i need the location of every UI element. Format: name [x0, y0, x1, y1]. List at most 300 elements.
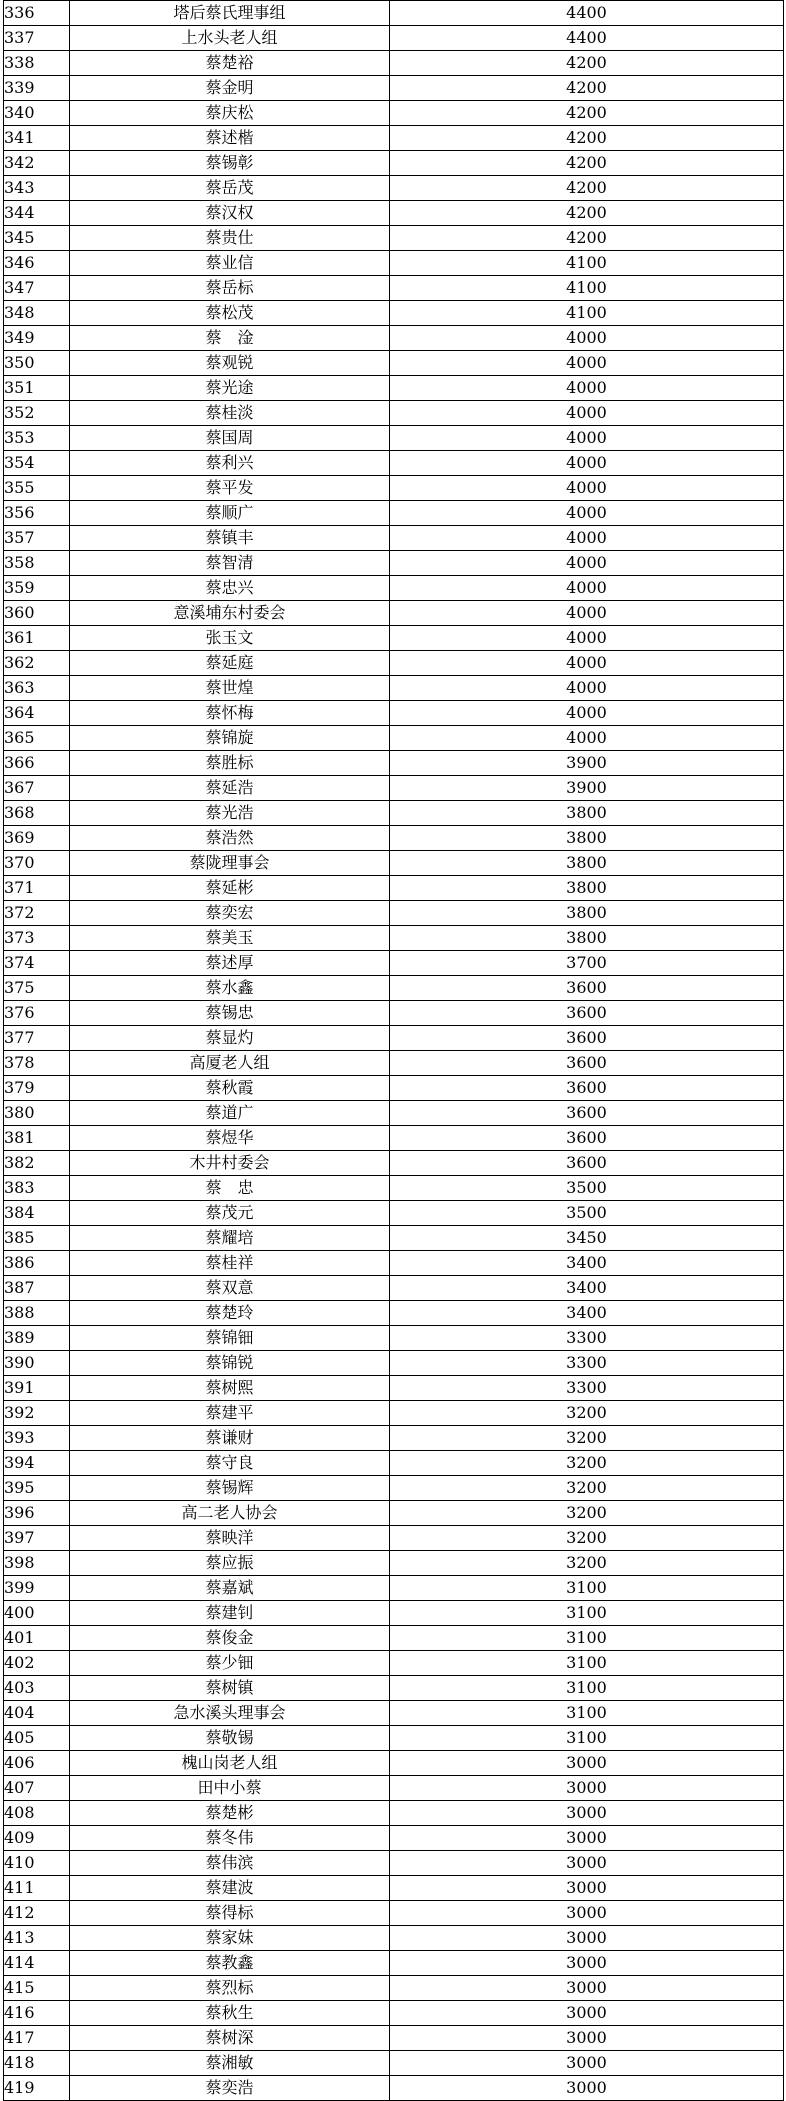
donor-name-cell: 蔡 忠 [70, 1176, 390, 1201]
amount-cell: 3600 [390, 1051, 784, 1076]
row-number-cell: 373 [4, 926, 70, 951]
amount-cell: 3000 [390, 1951, 784, 1976]
table-row [4, 226, 784, 251]
amount-cell: 4000 [390, 401, 784, 426]
row-number-cell: 397 [4, 1526, 70, 1551]
donor-name-cell: 蔡楚玲 [70, 1301, 390, 1326]
amount-cell: 4000 [390, 376, 784, 401]
amount-cell: 4200 [390, 126, 784, 151]
donor-name-cell: 蔡伟滨 [70, 1851, 390, 1876]
table-row [4, 2051, 784, 2076]
amount-cell: 4200 [390, 151, 784, 176]
donor-name-cell: 蔡锦旋 [70, 726, 390, 751]
table-row [4, 476, 784, 501]
table-row [4, 1676, 784, 1701]
amount-cell: 3200 [390, 1401, 784, 1426]
row-number-cell: 360 [4, 601, 70, 626]
row-number-cell: 352 [4, 401, 70, 426]
donor-name-cell: 蔡奕宏 [70, 901, 390, 926]
row-number-cell: 384 [4, 1201, 70, 1226]
row-number-cell: 385 [4, 1226, 70, 1251]
table-row [4, 1901, 784, 1926]
table-row [4, 1826, 784, 1851]
amount-cell: 4000 [390, 651, 784, 676]
donor-name-cell: 蔡国周 [70, 426, 390, 451]
donor-name-cell: 蔡胜标 [70, 751, 390, 776]
table-row [4, 876, 784, 901]
row-number-cell: 398 [4, 1551, 70, 1576]
amount-cell: 4200 [390, 176, 784, 201]
row-number-cell: 394 [4, 1451, 70, 1476]
amount-cell: 4000 [390, 701, 784, 726]
row-number-cell: 380 [4, 1101, 70, 1126]
table-row [4, 1601, 784, 1626]
row-number-cell: 378 [4, 1051, 70, 1076]
donor-name-cell: 蔡树熙 [70, 1376, 390, 1401]
amount-cell: 3600 [390, 1076, 784, 1101]
donor-name-cell: 蔡敬锡 [70, 1726, 390, 1751]
amount-cell: 4000 [390, 551, 784, 576]
table-row [4, 526, 784, 551]
row-number-cell: 376 [4, 1001, 70, 1026]
amount-cell: 3200 [390, 1476, 784, 1501]
amount-cell: 4000 [390, 626, 784, 651]
table-row [4, 676, 784, 701]
amount-cell: 3000 [390, 1926, 784, 1951]
row-number-cell: 412 [4, 1901, 70, 1926]
amount-cell: 3800 [390, 826, 784, 851]
table-row [4, 1776, 784, 1801]
donor-name-cell: 蔡锦锐 [70, 1351, 390, 1376]
table-row [4, 901, 784, 926]
table-row [4, 1551, 784, 1576]
table-row [4, 1001, 784, 1026]
donor-name-cell: 蔡美玉 [70, 926, 390, 951]
donor-name-cell: 蔡建波 [70, 1876, 390, 1901]
table-row [4, 26, 784, 51]
donor-name-cell: 蔡述楷 [70, 126, 390, 151]
row-number-cell: 344 [4, 201, 70, 226]
row-number-cell: 383 [4, 1176, 70, 1201]
table-row [4, 201, 784, 226]
row-number-cell: 393 [4, 1426, 70, 1451]
table-row [4, 951, 784, 976]
donor-name-cell: 急水溪头理事会 [70, 1701, 390, 1726]
table-row [4, 1626, 784, 1651]
donor-name-cell: 蔡得标 [70, 1901, 390, 1926]
row-number-cell: 410 [4, 1851, 70, 1876]
donor-name-cell: 蔡秋生 [70, 2001, 390, 2026]
table-row [4, 76, 784, 101]
amount-cell: 3200 [390, 1501, 784, 1526]
donor-name-cell: 蔡锡彰 [70, 151, 390, 176]
donor-name-cell: 蔡锦钿 [70, 1326, 390, 1351]
table-row [4, 1376, 784, 1401]
table-row [4, 1926, 784, 1951]
donor-name-cell: 高二老人协会 [70, 1501, 390, 1526]
row-number-cell: 348 [4, 301, 70, 326]
donor-name-cell: 蔡延浩 [70, 776, 390, 801]
amount-cell: 3200 [390, 1551, 784, 1576]
amount-cell: 3100 [390, 1676, 784, 1701]
amount-cell: 3000 [390, 1976, 784, 2001]
donation-table [3, 0, 784, 2101]
row-number-cell: 339 [4, 76, 70, 101]
table-row [4, 601, 784, 626]
table-row [4, 1, 784, 26]
donor-name-cell: 蔡家妹 [70, 1926, 390, 1951]
table-row [4, 1401, 784, 1426]
row-number-cell: 358 [4, 551, 70, 576]
donor-name-cell: 蔡嘉斌 [70, 1576, 390, 1601]
table-row [4, 126, 784, 151]
row-number-cell: 366 [4, 751, 70, 776]
donor-name-cell: 蔡双意 [70, 1276, 390, 1301]
amount-cell: 4000 [390, 601, 784, 626]
amount-cell: 3200 [390, 1451, 784, 1476]
row-number-cell: 364 [4, 701, 70, 726]
row-number-cell: 417 [4, 2026, 70, 2051]
donor-name-cell: 蔡俊金 [70, 1626, 390, 1651]
row-number-cell: 416 [4, 2001, 70, 2026]
amount-cell: 4000 [390, 526, 784, 551]
donor-name-cell: 蔡显灼 [70, 1026, 390, 1051]
amount-cell: 3800 [390, 851, 784, 876]
table-row [4, 626, 784, 651]
table-row [4, 1126, 784, 1151]
table-row [4, 301, 784, 326]
donor-name-cell: 蔡延彬 [70, 876, 390, 901]
amount-cell: 4000 [390, 476, 784, 501]
amount-cell: 3600 [390, 1151, 784, 1176]
table-row [4, 1151, 784, 1176]
donor-name-cell: 蔡光途 [70, 376, 390, 401]
table-row [4, 1026, 784, 1051]
donor-name-cell: 蔡怀梅 [70, 701, 390, 726]
row-number-cell: 418 [4, 2051, 70, 2076]
amount-cell: 3200 [390, 1526, 784, 1551]
table-row [4, 1726, 784, 1751]
table-row [4, 1576, 784, 1601]
donor-name-cell: 蔡 淦 [70, 326, 390, 351]
table-row [4, 1451, 784, 1476]
donor-name-cell: 蔡水鑫 [70, 976, 390, 1001]
table-row [4, 726, 784, 751]
row-number-cell: 388 [4, 1301, 70, 1326]
table-row [4, 176, 784, 201]
row-number-cell: 379 [4, 1076, 70, 1101]
donor-name-cell: 蔡陇理事会 [70, 851, 390, 876]
amount-cell: 3300 [390, 1326, 784, 1351]
donor-name-cell: 蔡道广 [70, 1101, 390, 1126]
amount-cell: 3200 [390, 1426, 784, 1451]
amount-cell: 4200 [390, 101, 784, 126]
donor-name-cell: 蔡岳标 [70, 276, 390, 301]
amount-cell: 4000 [390, 451, 784, 476]
donor-name-cell: 蔡煜华 [70, 1126, 390, 1151]
table-row [4, 326, 784, 351]
amount-cell: 3000 [390, 1826, 784, 1851]
table-row [4, 926, 784, 951]
amount-cell: 3400 [390, 1251, 784, 1276]
table-row [4, 1651, 784, 1676]
amount-cell: 3400 [390, 1301, 784, 1326]
amount-cell: 3600 [390, 1126, 784, 1151]
table-row [4, 151, 784, 176]
amount-cell: 4100 [390, 301, 784, 326]
donor-name-cell: 蔡庆松 [70, 101, 390, 126]
amount-cell: 3000 [390, 2051, 784, 2076]
donor-name-cell: 蔡平发 [70, 476, 390, 501]
amount-cell: 3000 [390, 1851, 784, 1876]
row-number-cell: 374 [4, 951, 70, 976]
row-number-cell: 337 [4, 26, 70, 51]
amount-cell: 3000 [390, 2001, 784, 2026]
amount-cell: 3000 [390, 1901, 784, 1926]
donor-name-cell: 蔡桂祥 [70, 1251, 390, 1276]
row-number-cell: 368 [4, 801, 70, 826]
row-number-cell: 405 [4, 1726, 70, 1751]
row-number-cell: 345 [4, 226, 70, 251]
table-row [4, 776, 784, 801]
donor-name-cell: 蔡秋霞 [70, 1076, 390, 1101]
row-number-cell: 342 [4, 151, 70, 176]
table-row [4, 1951, 784, 1976]
donor-name-cell: 蔡世煌 [70, 676, 390, 701]
row-number-cell: 408 [4, 1801, 70, 1826]
donor-name-cell: 蔡烈标 [70, 1976, 390, 2001]
donor-name-cell: 蔡镇丰 [70, 526, 390, 551]
table-row [4, 1526, 784, 1551]
donor-name-cell: 田中小蔡 [70, 1776, 390, 1801]
donor-name-cell: 蔡冬伟 [70, 1826, 390, 1851]
donor-name-cell: 蔡忠兴 [70, 576, 390, 601]
amount-cell: 3000 [390, 1776, 784, 1801]
row-number-cell: 350 [4, 351, 70, 376]
table-row [4, 376, 784, 401]
table-row [4, 1051, 784, 1076]
row-number-cell: 346 [4, 251, 70, 276]
row-number-cell: 365 [4, 726, 70, 751]
amount-cell: 3000 [390, 2076, 784, 2101]
donor-name-cell: 张玉文 [70, 626, 390, 651]
row-number-cell: 343 [4, 176, 70, 201]
amount-cell: 4200 [390, 76, 784, 101]
table-row [4, 1301, 784, 1326]
table-row [4, 1476, 784, 1501]
table-row [4, 1851, 784, 1876]
amount-cell: 3900 [390, 776, 784, 801]
row-number-cell: 362 [4, 651, 70, 676]
row-number-cell: 415 [4, 1976, 70, 2001]
row-number-cell: 390 [4, 1351, 70, 1376]
row-number-cell: 407 [4, 1776, 70, 1801]
amount-cell: 3900 [390, 751, 784, 776]
amount-cell: 3300 [390, 1351, 784, 1376]
donor-name-cell: 塔后蔡氏理事组 [70, 1, 390, 26]
amount-cell: 3600 [390, 1101, 784, 1126]
table-row [4, 551, 784, 576]
donor-name-cell: 蔡浩然 [70, 826, 390, 851]
table-row [4, 1326, 784, 1351]
donor-name-cell: 槐山岗老人组 [70, 1751, 390, 1776]
row-number-cell: 354 [4, 451, 70, 476]
table-row [4, 1176, 784, 1201]
amount-cell: 3400 [390, 1276, 784, 1301]
row-number-cell: 414 [4, 1951, 70, 1976]
table-row [4, 1226, 784, 1251]
row-number-cell: 371 [4, 876, 70, 901]
amount-cell: 3000 [390, 1876, 784, 1901]
donor-name-cell: 蔡锡辉 [70, 1476, 390, 1501]
amount-cell: 3000 [390, 1751, 784, 1776]
row-number-cell: 375 [4, 976, 70, 1001]
donor-name-cell: 蔡贵仕 [70, 226, 390, 251]
row-number-cell: 353 [4, 426, 70, 451]
row-number-cell: 359 [4, 576, 70, 601]
donor-name-cell: 蔡建钊 [70, 1601, 390, 1626]
row-number-cell: 347 [4, 276, 70, 301]
table-row [4, 1076, 784, 1101]
donor-name-cell: 蔡湘敏 [70, 2051, 390, 2076]
row-number-cell: 399 [4, 1576, 70, 1601]
row-number-cell: 406 [4, 1751, 70, 1776]
amount-cell: 3800 [390, 901, 784, 926]
donor-name-cell: 蔡少钿 [70, 1651, 390, 1676]
row-number-cell: 356 [4, 501, 70, 526]
row-number-cell: 351 [4, 376, 70, 401]
row-number-cell: 336 [4, 1, 70, 26]
amount-cell: 4000 [390, 501, 784, 526]
row-number-cell: 401 [4, 1626, 70, 1651]
table-row [4, 1251, 784, 1276]
amount-cell: 4000 [390, 676, 784, 701]
amount-cell: 3300 [390, 1376, 784, 1401]
donor-name-cell: 蔡耀培 [70, 1226, 390, 1251]
table-row [4, 2076, 784, 2101]
amount-cell: 4100 [390, 251, 784, 276]
table-body [4, 1, 784, 2101]
row-number-cell: 357 [4, 526, 70, 551]
amount-cell: 3600 [390, 1001, 784, 1026]
amount-cell: 4000 [390, 351, 784, 376]
row-number-cell: 419 [4, 2076, 70, 2101]
table-row [4, 851, 784, 876]
donor-name-cell: 蔡锡忠 [70, 1001, 390, 1026]
donor-name-cell: 蔡岳茂 [70, 176, 390, 201]
donor-name-cell: 蔡述厚 [70, 951, 390, 976]
donor-name-cell: 蔡映洋 [70, 1526, 390, 1551]
row-number-cell: 381 [4, 1126, 70, 1151]
amount-cell: 3700 [390, 951, 784, 976]
row-number-cell: 370 [4, 851, 70, 876]
table-row [4, 51, 784, 76]
donor-name-cell: 蔡教鑫 [70, 1951, 390, 1976]
donor-name-cell: 蔡松茂 [70, 301, 390, 326]
row-number-cell: 341 [4, 126, 70, 151]
row-number-cell: 403 [4, 1676, 70, 1701]
donor-name-cell: 蔡汉权 [70, 201, 390, 226]
donor-name-cell: 意溪埔东村委会 [70, 601, 390, 626]
amount-cell: 3100 [390, 1601, 784, 1626]
row-number-cell: 392 [4, 1401, 70, 1426]
amount-cell: 3600 [390, 976, 784, 1001]
row-number-cell: 400 [4, 1601, 70, 1626]
amount-cell: 3100 [390, 1626, 784, 1651]
donor-name-cell: 蔡谦财 [70, 1426, 390, 1451]
row-number-cell: 338 [4, 51, 70, 76]
donor-name-cell: 蔡光浩 [70, 801, 390, 826]
amount-cell: 3500 [390, 1176, 784, 1201]
row-number-cell: 382 [4, 1151, 70, 1176]
donor-name-cell: 蔡建平 [70, 1401, 390, 1426]
amount-cell: 4200 [390, 201, 784, 226]
amount-cell: 4400 [390, 1, 784, 26]
amount-cell: 3450 [390, 1226, 784, 1251]
donor-name-cell: 蔡树镇 [70, 1676, 390, 1701]
table-row [4, 651, 784, 676]
amount-cell: 3100 [390, 1726, 784, 1751]
table-row [4, 1426, 784, 1451]
table-row [4, 976, 784, 1001]
donor-name-cell: 木井村委会 [70, 1151, 390, 1176]
table-row [4, 1751, 784, 1776]
table-row [4, 351, 784, 376]
row-number-cell: 349 [4, 326, 70, 351]
row-number-cell: 411 [4, 1876, 70, 1901]
table-row [4, 1701, 784, 1726]
table-row [4, 401, 784, 426]
donor-name-cell: 蔡楚彬 [70, 1801, 390, 1826]
donor-name-cell: 蔡奕浩 [70, 2076, 390, 2101]
row-number-cell: 387 [4, 1276, 70, 1301]
donor-name-cell: 蔡金明 [70, 76, 390, 101]
donor-name-cell: 蔡树深 [70, 2026, 390, 2051]
donor-name-cell: 蔡茂元 [70, 1201, 390, 1226]
donor-name-cell: 蔡利兴 [70, 451, 390, 476]
amount-cell: 3000 [390, 1801, 784, 1826]
donor-name-cell: 蔡守良 [70, 1451, 390, 1476]
amount-cell: 3800 [390, 801, 784, 826]
table-row [4, 426, 784, 451]
table-row [4, 751, 784, 776]
table-row [4, 826, 784, 851]
amount-cell: 4000 [390, 426, 784, 451]
amount-cell: 3800 [390, 876, 784, 901]
amount-cell: 4000 [390, 576, 784, 601]
table-row [4, 1801, 784, 1826]
table-row [4, 801, 784, 826]
table-row [4, 1201, 784, 1226]
row-number-cell: 396 [4, 1501, 70, 1526]
row-number-cell: 369 [4, 826, 70, 851]
donor-name-cell: 蔡桂淡 [70, 401, 390, 426]
amount-cell: 3600 [390, 1026, 784, 1051]
row-number-cell: 340 [4, 101, 70, 126]
amount-cell: 4000 [390, 326, 784, 351]
table-row [4, 251, 784, 276]
table-row [4, 701, 784, 726]
table-row [4, 2026, 784, 2051]
amount-cell: 4400 [390, 26, 784, 51]
donor-name-cell: 蔡楚裕 [70, 51, 390, 76]
amount-cell: 3100 [390, 1701, 784, 1726]
amount-cell: 3100 [390, 1576, 784, 1601]
row-number-cell: 367 [4, 776, 70, 801]
row-number-cell: 391 [4, 1376, 70, 1401]
table-row [4, 1276, 784, 1301]
table-row [4, 1876, 784, 1901]
